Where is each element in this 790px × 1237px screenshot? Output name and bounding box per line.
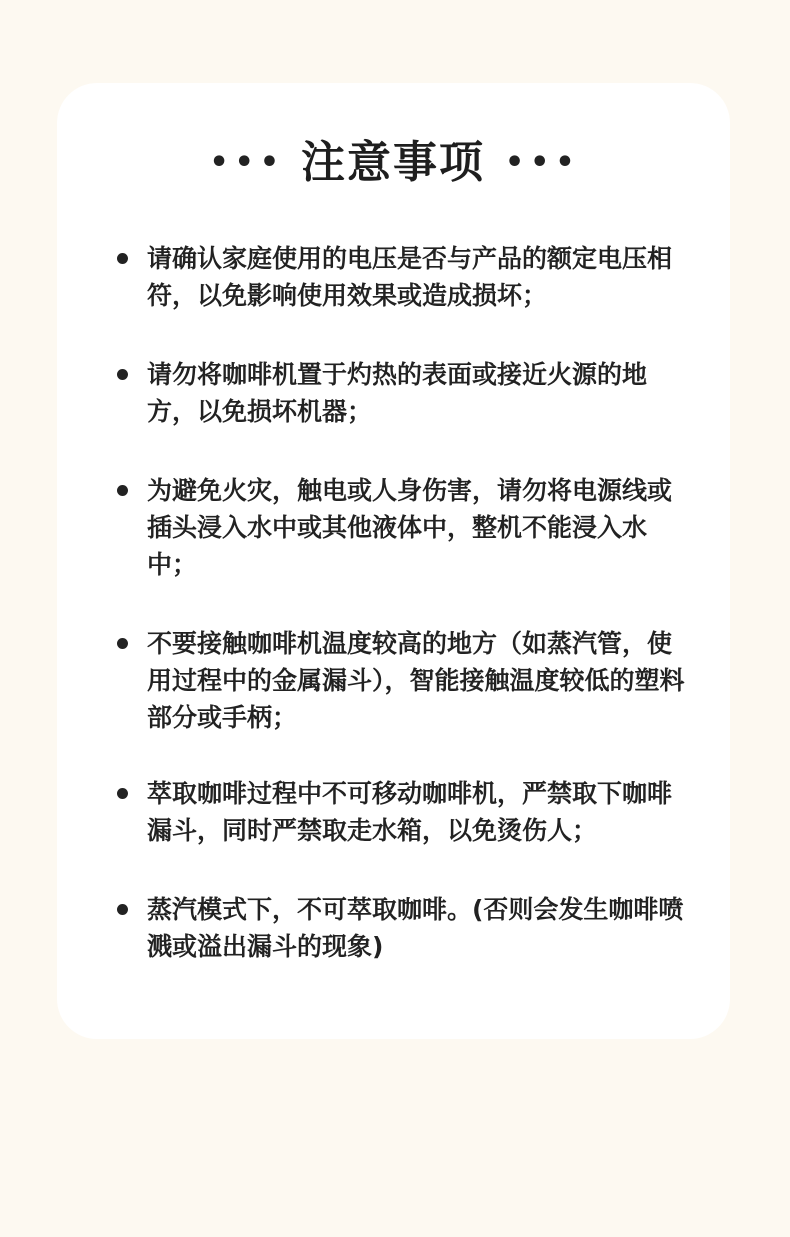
list-item — [115, 356, 685, 430]
page-title: 注意事项 — [301, 137, 485, 188]
list-item — [115, 625, 685, 736]
bullet-icon — [117, 369, 128, 380]
bullet-icon — [117, 485, 128, 496]
title-row — [0, 128, 790, 198]
note-text: 请确认家庭使用的电压是否与产品的额定电压相符，以免影响使用效果或造成损坏； — [147, 244, 673, 310]
bullet-icon — [117, 638, 128, 649]
bullet-icon — [117, 904, 128, 915]
bullet-icon — [117, 788, 128, 799]
note-text: 请勿将咖啡机置于灼热的表面或接近火源的地方，以免损坏机器； — [147, 360, 648, 426]
title-dots-left: ••• — [209, 145, 285, 180]
list-item — [115, 775, 685, 849]
note-text: 蒸汽模式下，不可萃取咖啡。(否则会发生咖啡喷溅或溢出漏斗的现象) — [147, 895, 684, 961]
title-dots-right: ••• — [505, 145, 581, 180]
list-item — [115, 240, 685, 314]
note-text: 为避免火灾，触电或人身伤害，请勿将电源线或插头浸入水中或其他液体中，整机不能浸入水中； — [147, 476, 673, 579]
note-text: 不要接触咖啡机温度较高的地方（如蒸汽管，使用过程中的金属漏斗），智能接触温度较低的塑料部分或手柄； — [147, 629, 685, 732]
bullet-icon — [117, 253, 128, 264]
list-item — [115, 472, 685, 583]
note-text: 萃取咖啡过程中不可移动咖啡机，严禁取下咖啡漏斗，同时严禁取走水箱，以免烫伤人； — [147, 779, 673, 845]
list-item — [115, 891, 685, 965]
